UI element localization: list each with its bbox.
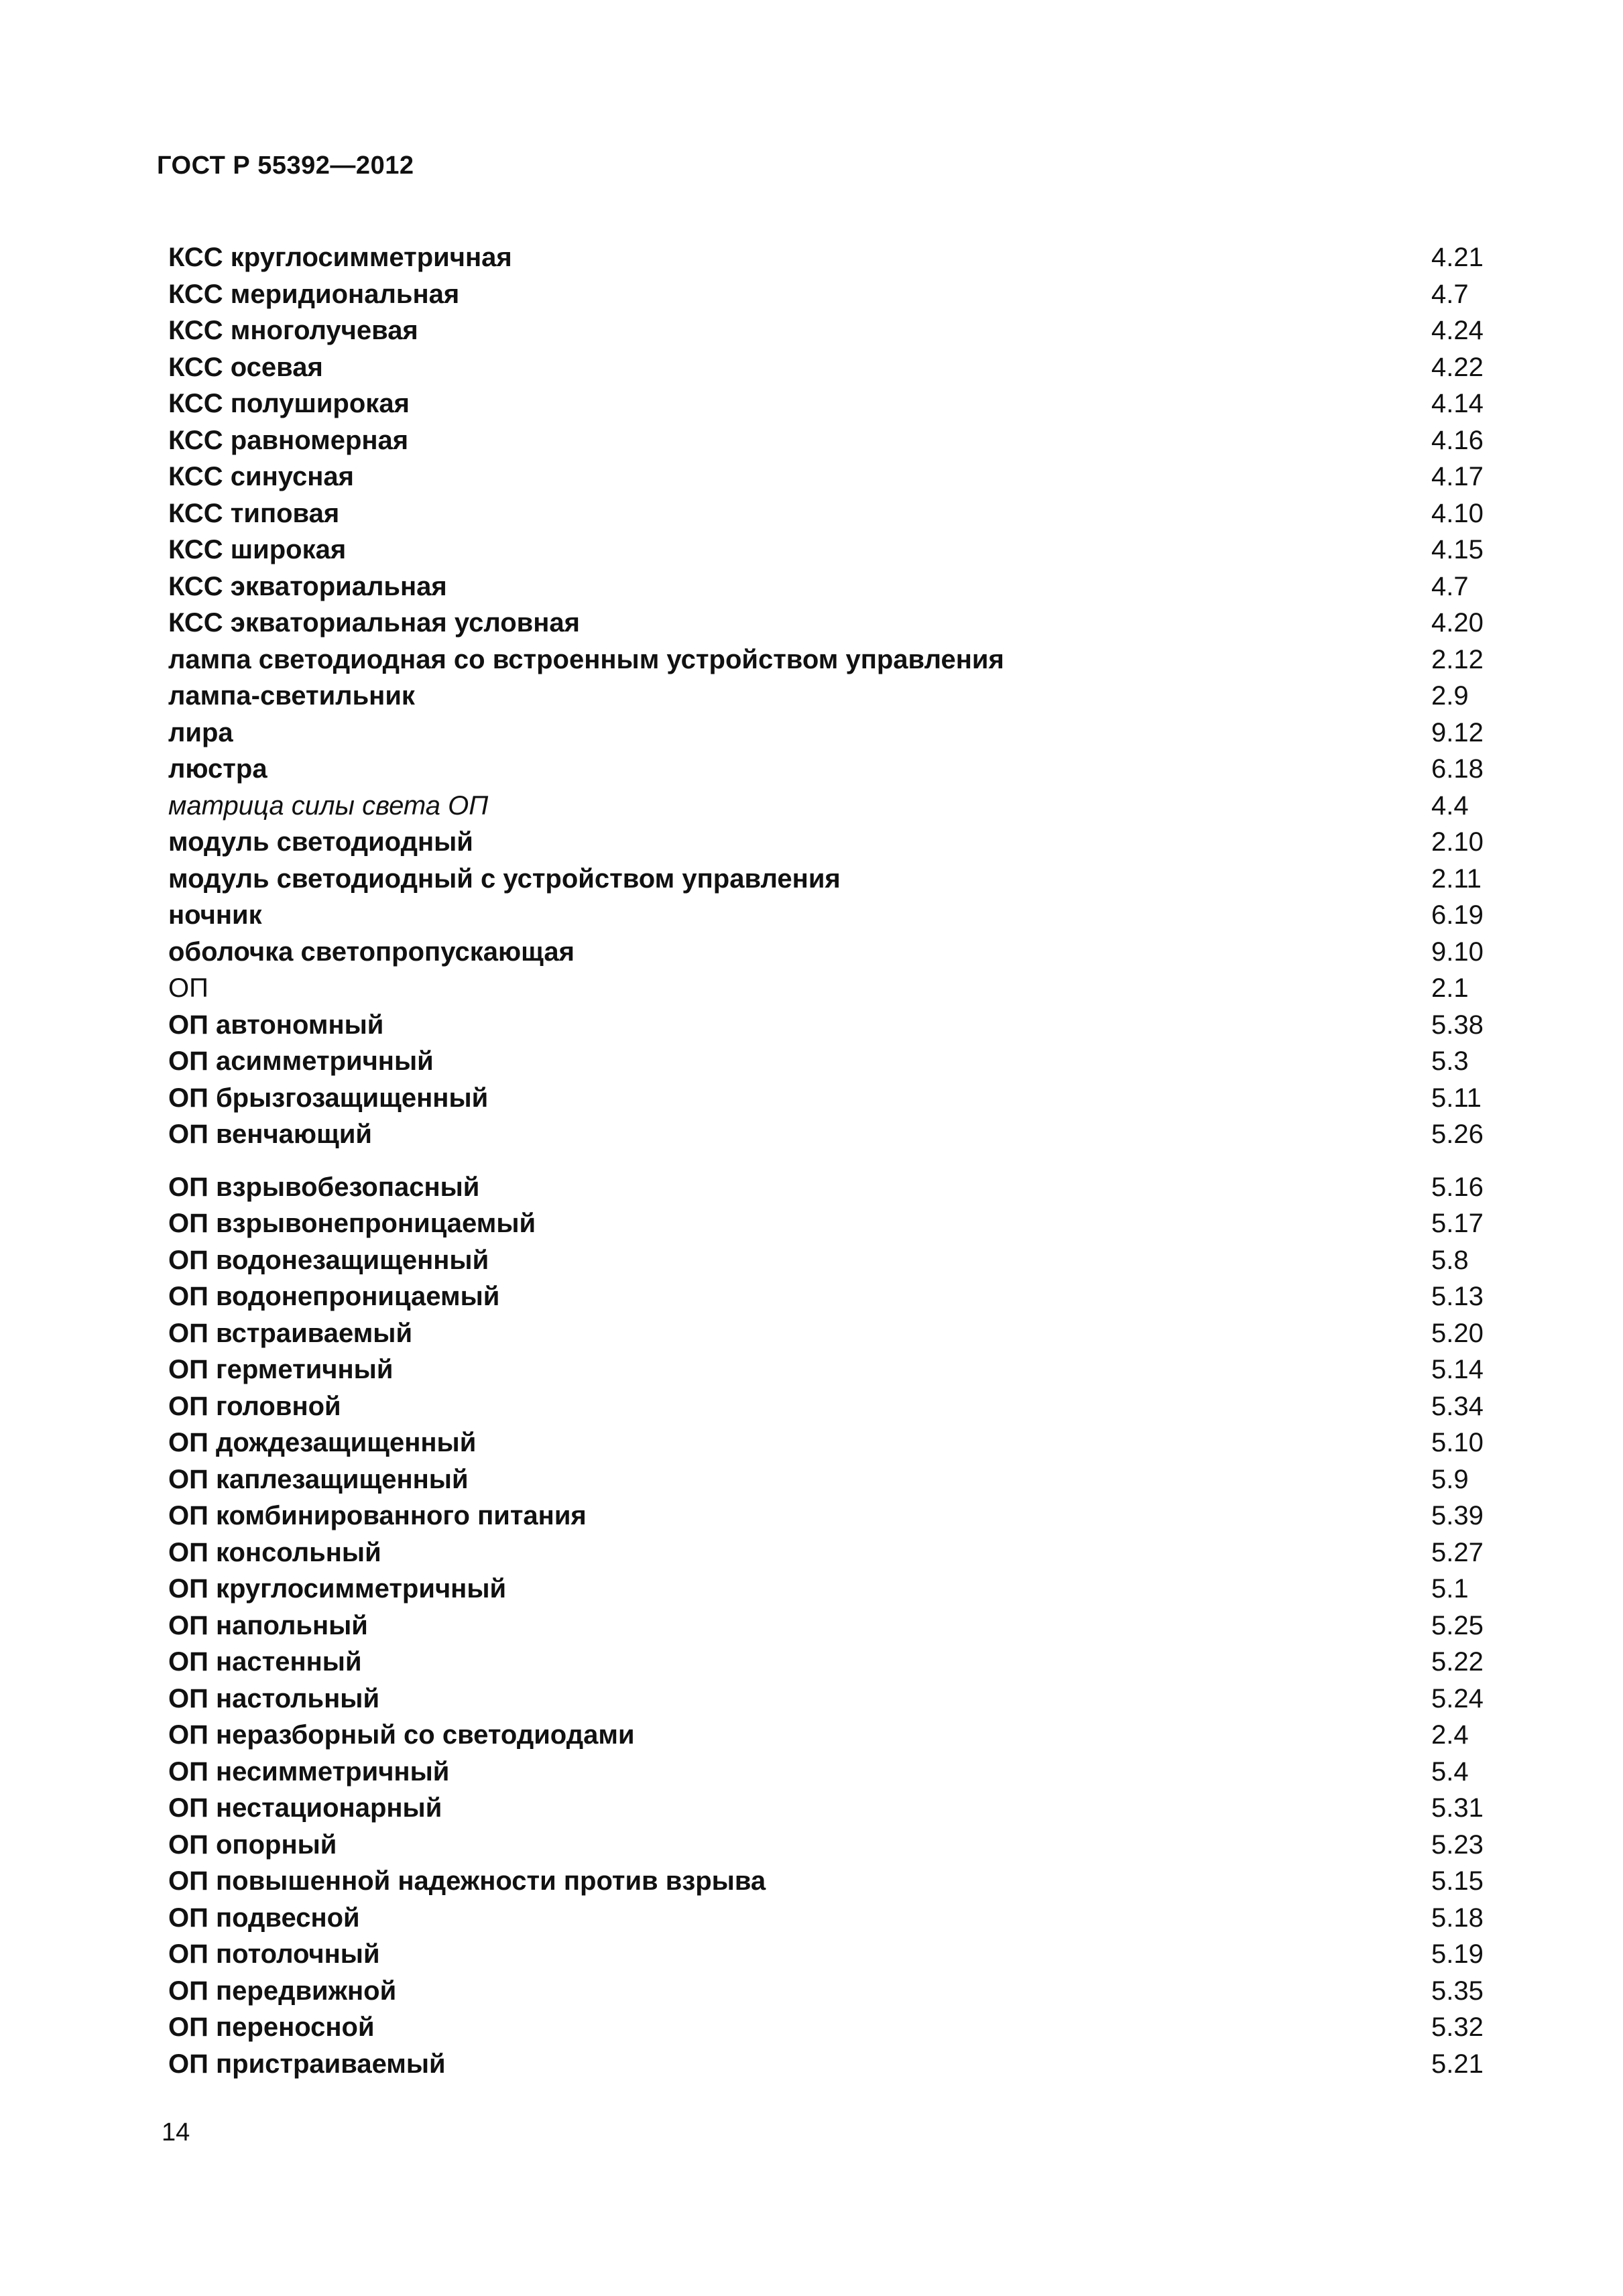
index-entry bbox=[168, 1315, 1502, 1352]
index-reference: 5.25 bbox=[1431, 1610, 1484, 1640]
index-term: ОП взрывонепроницаемый bbox=[168, 1209, 536, 1238]
index-term: ОП потолочный bbox=[168, 1939, 380, 1969]
index-term: ОП передвижной bbox=[168, 1976, 397, 2006]
index-entry bbox=[168, 1007, 1502, 1044]
index-reference: 2.11 bbox=[1431, 863, 1482, 894]
index-term: ОП герметичный bbox=[168, 1355, 394, 1384]
index-entry bbox=[168, 312, 1502, 349]
document-header: ГОСТ Р 55392—2012 bbox=[157, 152, 414, 180]
index-reference: 4.17 bbox=[1431, 462, 1484, 491]
index-entry bbox=[168, 824, 1502, 861]
index-term: ОП нестационарный bbox=[168, 1793, 442, 1823]
index-reference: 4.24 bbox=[1431, 316, 1484, 345]
index-entry bbox=[168, 422, 1502, 459]
index-term: ОП водонепроницаемый bbox=[168, 1282, 500, 1311]
index-term: ОП брызгозащищенный bbox=[168, 1083, 489, 1113]
index-reference: 5.27 bbox=[1431, 1537, 1484, 1567]
index-term: КСС широкая bbox=[168, 535, 347, 564]
index-entry bbox=[168, 1827, 1502, 1864]
index-term: ОП автономный bbox=[168, 1010, 384, 1040]
index-reference: 5.38 bbox=[1431, 1010, 1484, 1040]
index-reference: 5.34 bbox=[1431, 1391, 1484, 1421]
index-term: КСС синусная bbox=[168, 462, 355, 491]
index-entry bbox=[168, 715, 1502, 751]
index-entry bbox=[168, 532, 1502, 568]
index-term: ОП настенный bbox=[168, 1647, 362, 1677]
index-reference: 2.12 bbox=[1431, 644, 1484, 674]
index-term: ОП асимметричный bbox=[168, 1046, 434, 1076]
index-term: ОП напольный bbox=[168, 1610, 368, 1640]
index-term: ОП настольный bbox=[168, 1683, 380, 1713]
index-reference: 2.1 bbox=[1431, 973, 1469, 1003]
index-reference: 5.11 bbox=[1431, 1083, 1482, 1113]
index-reference: 4.15 bbox=[1431, 535, 1484, 564]
index-term: лира bbox=[168, 717, 233, 747]
index-reference: 5.10 bbox=[1431, 1428, 1484, 1457]
index-reference: 6.19 bbox=[1431, 900, 1484, 930]
index-entry bbox=[168, 276, 1502, 313]
index-reference: 4.7 bbox=[1431, 279, 1469, 309]
index-entry bbox=[168, 385, 1502, 422]
index-entry bbox=[168, 897, 1502, 934]
index-entry bbox=[168, 1717, 1502, 1754]
index-entry bbox=[168, 2046, 1502, 2083]
index-entry bbox=[168, 1973, 1502, 2010]
index-reference: 4.22 bbox=[1431, 352, 1484, 382]
index-reference: 4.14 bbox=[1431, 389, 1484, 418]
index-term: ОП bbox=[168, 973, 208, 1003]
index-entry bbox=[168, 1863, 1502, 1900]
index-entry bbox=[168, 1571, 1502, 1608]
index-term: ОП круглосимметричный bbox=[168, 1574, 507, 1604]
index-entry bbox=[168, 1644, 1502, 1681]
index-entry bbox=[168, 970, 1502, 1007]
index-term: ночник bbox=[168, 900, 262, 930]
index-entry bbox=[168, 459, 1502, 495]
index-entry bbox=[168, 1351, 1502, 1388]
index-entry bbox=[168, 568, 1502, 605]
index-reference: 5.13 bbox=[1431, 1282, 1484, 1311]
index-term: ОП головной bbox=[168, 1391, 341, 1421]
index-reference: 5.35 bbox=[1431, 1976, 1484, 2006]
index-reference: 5.23 bbox=[1431, 1829, 1484, 1860]
index-entry bbox=[168, 642, 1502, 678]
alphabetical-index bbox=[168, 239, 1502, 2082]
index-entry bbox=[168, 1169, 1502, 1206]
index-reference: 4.20 bbox=[1431, 608, 1484, 638]
index-entry bbox=[168, 1242, 1502, 1279]
index-reference: 5.31 bbox=[1431, 1793, 1484, 1823]
index-entry bbox=[168, 1461, 1502, 1498]
index-reference: 5.8 bbox=[1431, 1245, 1469, 1275]
index-entry bbox=[168, 1425, 1502, 1461]
index-entry bbox=[168, 1790, 1502, 1827]
index-term: ОП неразборный со светодиодами bbox=[168, 1720, 635, 1750]
index-reference: 5.16 bbox=[1431, 1172, 1484, 1202]
index-term: ОП водонезащищенный bbox=[168, 1245, 489, 1275]
index-reference: 6.18 bbox=[1431, 754, 1484, 784]
index-term: ОП опорный bbox=[168, 1829, 337, 1860]
index-entry bbox=[168, 861, 1502, 898]
index-term: ОП подвесной bbox=[168, 1902, 360, 1933]
index-entry bbox=[168, 1080, 1502, 1117]
index-reference: 4.10 bbox=[1431, 498, 1484, 528]
index-entry bbox=[168, 1278, 1502, 1315]
index-term: ОП взрывобезопасный bbox=[168, 1172, 480, 1202]
index-term: модуль светодиодный bbox=[168, 827, 473, 857]
index-term: ОП пристраиваемый bbox=[168, 2049, 446, 2079]
index-term: КСС круглосимметричная bbox=[168, 243, 512, 272]
index-entry bbox=[168, 934, 1502, 971]
index-term: ОП встраиваемый bbox=[168, 1318, 413, 1348]
index-reference: 5.17 bbox=[1431, 1209, 1484, 1238]
index-entry bbox=[168, 1498, 1502, 1534]
index-entry bbox=[168, 2009, 1502, 2046]
page-number: 14 bbox=[162, 2118, 190, 2147]
index-reference: 4.4 bbox=[1431, 790, 1469, 821]
index-reference: 5.32 bbox=[1431, 2012, 1484, 2042]
index-reference: 4.7 bbox=[1431, 571, 1469, 601]
index-term: оболочка светопропускающая bbox=[168, 936, 575, 967]
index-entry bbox=[168, 1043, 1502, 1080]
index-term: лампа светодиодная со встроенным устройством управления bbox=[168, 644, 1004, 674]
index-entry bbox=[168, 349, 1502, 386]
index-term: ОП консольный bbox=[168, 1537, 381, 1567]
index-term: КСС меридиональная bbox=[168, 279, 460, 309]
index-reference: 5.1 bbox=[1431, 1574, 1469, 1604]
index-term: модуль светодиодный с устройством управления bbox=[168, 863, 841, 894]
index-reference: 9.10 bbox=[1431, 936, 1484, 967]
index-reference: 5.26 bbox=[1431, 1120, 1484, 1149]
index-term: КСС многолучевая bbox=[168, 316, 418, 345]
index-reference: 5.19 bbox=[1431, 1939, 1484, 1969]
index-entry bbox=[168, 239, 1502, 276]
index-term: лампа-светильник bbox=[168, 681, 415, 711]
index-term: ОП венчающий bbox=[168, 1120, 373, 1149]
index-entry bbox=[168, 1388, 1502, 1425]
index-reference: 5.4 bbox=[1431, 1756, 1469, 1787]
index-reference: 4.16 bbox=[1431, 425, 1484, 455]
index-entry bbox=[168, 1205, 1502, 1242]
index-term: КСС равномерная bbox=[168, 425, 409, 455]
index-reference: 2.9 bbox=[1431, 681, 1469, 711]
index-term: ОП дождезащищенный bbox=[168, 1428, 477, 1457]
index-entry bbox=[168, 1900, 1502, 1937]
index-term: ОП переносной bbox=[168, 2012, 375, 2042]
index-term: КСС осевая bbox=[168, 352, 323, 382]
index-entry bbox=[168, 678, 1502, 715]
index-reference: 2.10 bbox=[1431, 827, 1484, 857]
index-entry bbox=[168, 605, 1502, 642]
index-reference: 5.3 bbox=[1431, 1046, 1469, 1076]
index-reference: 4.21 bbox=[1431, 243, 1484, 272]
index-entry bbox=[168, 1936, 1502, 1973]
index-entry bbox=[168, 788, 1502, 825]
index-term: КСС типовая bbox=[168, 498, 340, 528]
index-entry bbox=[168, 1754, 1502, 1791]
index-term: матрица силы света ОП bbox=[168, 790, 489, 821]
index-entry bbox=[168, 1681, 1502, 1717]
index-reference: 5.15 bbox=[1431, 1866, 1484, 1896]
index-reference: 5.22 bbox=[1431, 1647, 1484, 1677]
index-reference: 5.24 bbox=[1431, 1683, 1484, 1713]
index-entry bbox=[168, 1534, 1502, 1571]
index-entry bbox=[168, 1608, 1502, 1644]
index-entry bbox=[168, 751, 1502, 788]
index-reference: 5.14 bbox=[1431, 1355, 1484, 1384]
index-reference: 5.9 bbox=[1431, 1464, 1469, 1494]
index-term: ОП каплезащищенный bbox=[168, 1464, 469, 1494]
index-term: ОП несимметричный bbox=[168, 1756, 450, 1787]
index-term: люстра bbox=[168, 754, 267, 784]
index-reference: 9.12 bbox=[1431, 717, 1484, 747]
index-term: ОП повышенной надежности против взрыва bbox=[168, 1866, 766, 1896]
index-term: КСС экваториальная условная bbox=[168, 608, 580, 638]
index-reference: 5.21 bbox=[1431, 2049, 1484, 2079]
index-reference: 5.39 bbox=[1431, 1501, 1484, 1530]
index-term: ОП комбинированного питания bbox=[168, 1501, 587, 1530]
index-entry bbox=[168, 1116, 1502, 1153]
index-term: КСС экваториальная bbox=[168, 571, 447, 601]
index-reference: 5.20 bbox=[1431, 1318, 1484, 1348]
index-reference: 5.18 bbox=[1431, 1902, 1484, 1933]
index-reference: 2.4 bbox=[1431, 1720, 1469, 1750]
index-term: КСС полуширокая bbox=[168, 389, 410, 418]
index-entry bbox=[168, 495, 1502, 532]
